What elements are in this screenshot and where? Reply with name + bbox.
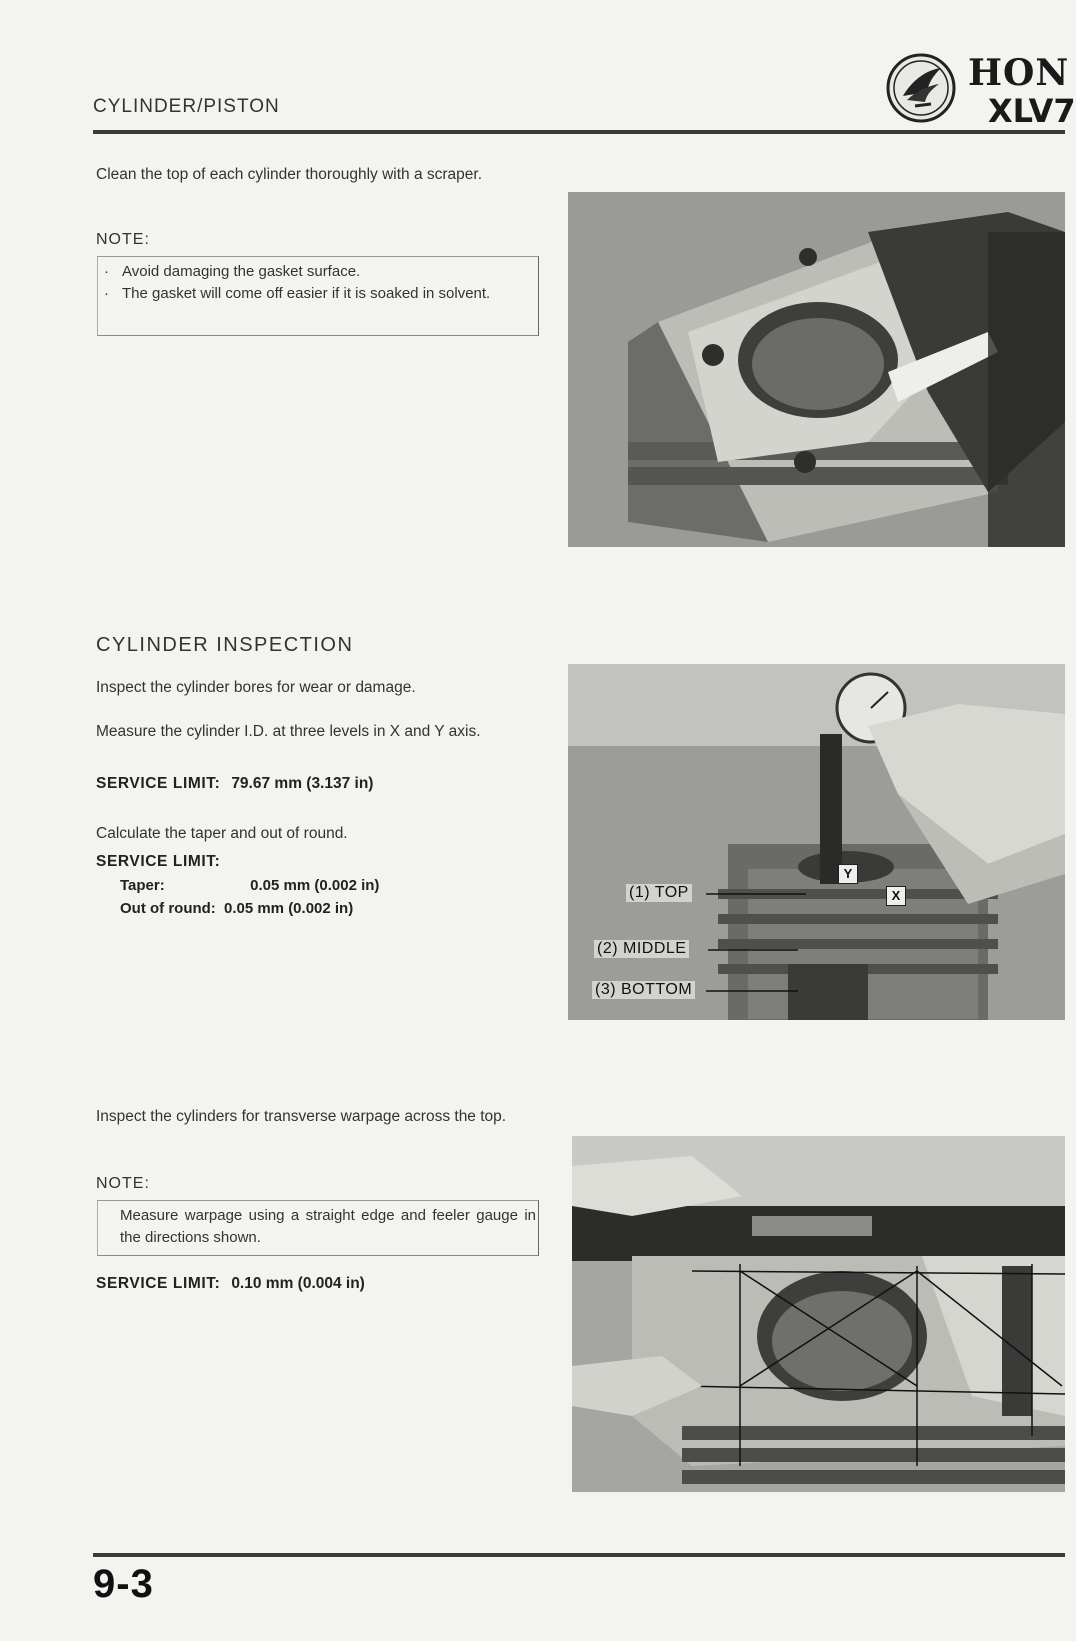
header-rule bbox=[93, 130, 1065, 134]
clean-instruction: Clean the top of each cylinder thoroughly with a scraper. bbox=[96, 166, 483, 183]
service-limit-value: 79.67 mm (3.137 in) bbox=[231, 775, 374, 792]
callout-bottom: (3) BOTTOM bbox=[592, 981, 695, 999]
bore-inspection-text: Inspect the cylinder bores for wear or damage. bbox=[96, 679, 416, 696]
callout-leader-lines bbox=[568, 664, 1065, 1020]
service-limit-value: 0.10 mm (0.004 in) bbox=[231, 1275, 365, 1292]
service-limit-warpage bbox=[96, 1275, 365, 1293]
honda-wing-logo-icon bbox=[885, 52, 957, 124]
model-name: XLV7 bbox=[988, 92, 1076, 130]
note-box bbox=[97, 256, 539, 336]
out-of-round-value: 0.05 mm (0.002 in) bbox=[223, 900, 354, 917]
note-box bbox=[97, 1200, 539, 1256]
note-item: · The gasket will come off easier if it is soaked in solvent. bbox=[98, 283, 514, 305]
photo-bore-gauge bbox=[568, 664, 1065, 1020]
note-label: NOTE: bbox=[96, 231, 150, 248]
note-item: · Avoid damaging the gasket surface. bbox=[98, 261, 514, 283]
cylinder-inspection-heading: CYLINDER INSPECTION bbox=[96, 634, 354, 656]
measure-text: Measure the cylinder I.D. at three levels in X and Y axis. bbox=[96, 723, 481, 740]
y-axis-tag: Y bbox=[838, 864, 858, 884]
service-limit-label: SERVICE LIMIT: bbox=[96, 775, 221, 792]
warpage-note: Measure warpage using a straight edge and feeler gauge in the directions shown. bbox=[120, 1207, 536, 1246]
warpage-text: Inspect the cylinders for transverse warpage across the top. bbox=[96, 1108, 507, 1125]
footer-rule bbox=[93, 1553, 1065, 1557]
callout-top: (1) TOP bbox=[626, 884, 692, 902]
service-limit-label: SERVICE LIMIT: bbox=[96, 1275, 221, 1292]
brand-name: HON bbox=[968, 52, 1070, 94]
out-of-round-label: Out of round: bbox=[120, 900, 216, 917]
callout-middle: (2) MIDDLE bbox=[594, 940, 689, 958]
out-of-round-row bbox=[120, 898, 353, 920]
section-title: CYLINDER/PISTON bbox=[93, 96, 280, 117]
photo-warpage-check bbox=[572, 1136, 1065, 1492]
service-limit-label: SERVICE LIMIT: bbox=[96, 853, 221, 870]
photo-cylinder-scraping bbox=[568, 192, 1065, 547]
taper-text: Calculate the taper and out of round. bbox=[96, 825, 348, 842]
x-axis-tag: X bbox=[886, 886, 906, 906]
note-label: NOTE: bbox=[96, 1175, 150, 1192]
taper-label: Taper: bbox=[120, 877, 165, 894]
taper-row bbox=[120, 875, 379, 897]
taper-value: 0.05 mm (0.002 in) bbox=[250, 877, 380, 894]
service-limit-id bbox=[96, 775, 373, 793]
page-number: 9-3 bbox=[93, 1562, 154, 1606]
